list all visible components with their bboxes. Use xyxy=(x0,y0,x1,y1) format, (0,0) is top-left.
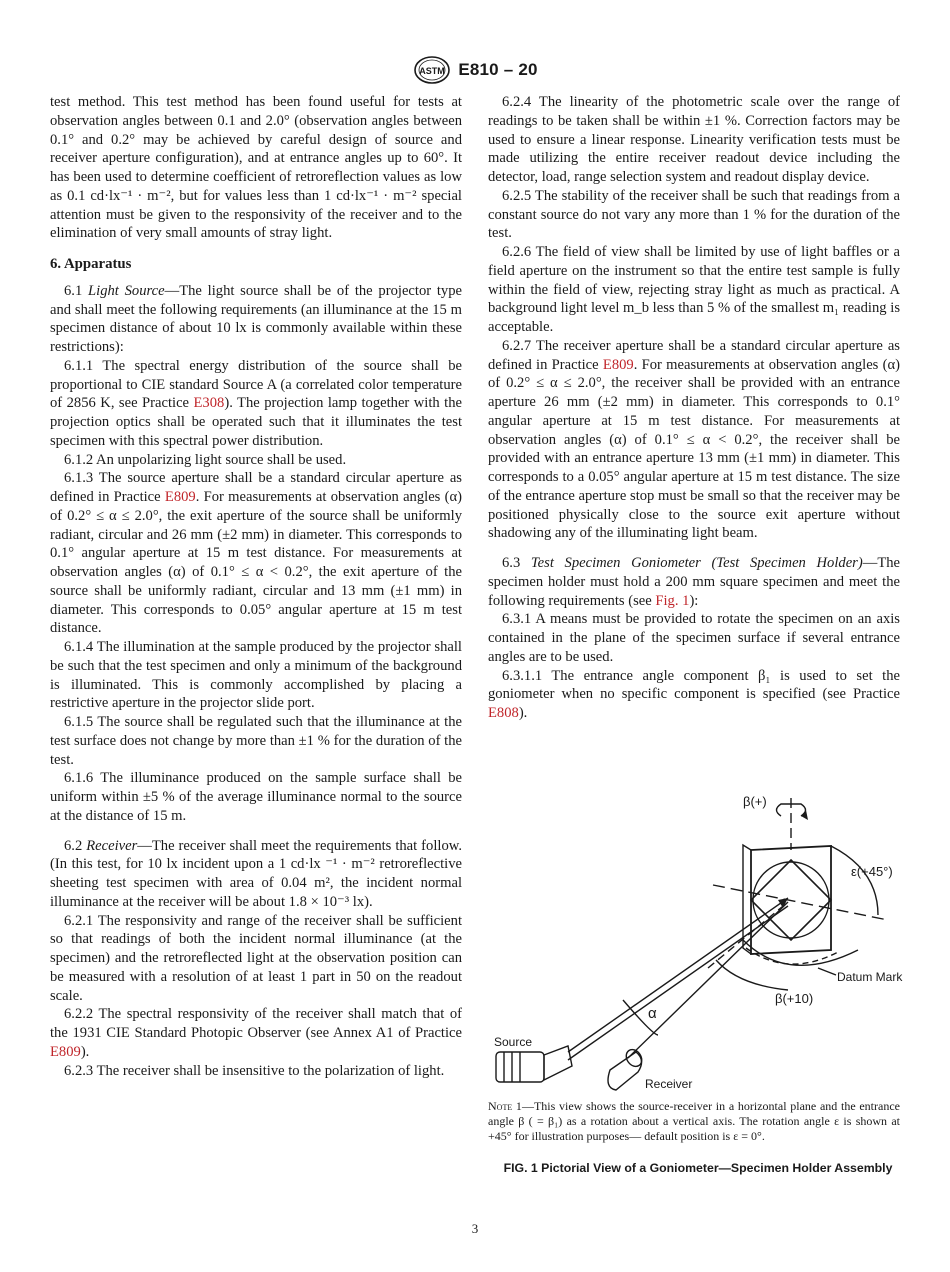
reference-link-fig-1[interactable]: Fig. 1 xyxy=(655,592,690,609)
paragraph-6-2-3: 6.2.3 The receiver shall be insensitive to the polarization of light. xyxy=(64,1062,445,1079)
paragraph-6-1-1 xyxy=(50,357,462,451)
paragraph-6-3-1-1 xyxy=(488,667,900,723)
paragraph-6-2-2 xyxy=(50,1005,462,1061)
paragraph-text: —The receiver shall meet the requirements that follow. (In this test, for 10 lx incident upon a 1 cd·lx ⁻¹ · m⁻² retroreflective sheeting test specimen with area of 0.04 m², the incident normal illuminance at the receiver will be about 1.8 × 10⁻³ lx). xyxy=(50,837,462,910)
reference-link-e809[interactable]: E809 xyxy=(602,356,634,373)
reference-link-e808[interactable]: E808 xyxy=(488,705,519,721)
left-column xyxy=(50,93,462,1080)
paragraph-6-3 xyxy=(488,554,900,610)
paragraph-number: 6.3 xyxy=(502,555,521,571)
paragraph-6-2-4: 6.2.4 The linearity of the photometric scale over the range of readings to be taken shall be within ±1 %. Correction factors may be used to ensure a linear response. Linearity verification tests must be made utilizing the entire receiver readout device including the detector, load, range selection system and readout display device. xyxy=(488,94,900,185)
epsilon-arc xyxy=(831,846,878,915)
specimen-holder-side xyxy=(743,845,751,954)
figure-label-receiver: Receiver xyxy=(645,1077,693,1091)
paragraph-6-1 xyxy=(50,282,462,357)
page-header xyxy=(0,56,950,84)
figure-label-beta-10: β(+10) xyxy=(775,991,814,1006)
paragraph-text: 6.1.1 The spectral energy distribution of the source shall be proportional to CIE standard Source A (a correlated color temperature of 2856 K, see Practice xyxy=(50,357,462,412)
paragraph-text: ). xyxy=(80,1043,90,1060)
receiver-body xyxy=(608,1052,642,1090)
paragraph-6-3-1: 6.3.1 A means must be provided to rotate the specimen on an axis contained in the plane of the specimen surface if several entrance angles are to be used. xyxy=(488,611,900,665)
right-column xyxy=(488,93,900,723)
page-number: 3 xyxy=(471,1221,479,1236)
paragraph-text: —The specimen holder must hold a 200 mm square specimen and meet the following requirements (see xyxy=(488,555,901,609)
paragraph-text: —The light source shall be of the projector type and shall meet the following requirements (an illuminance at the 15 m specimen distance of about 10 lx is commonly available within these restrictions): xyxy=(50,282,462,355)
figure-label-beta-plus: β(+) xyxy=(743,794,767,809)
paragraph-text: ). xyxy=(518,705,528,721)
figure-label-alpha: α xyxy=(648,1005,657,1022)
paragraph-title: Light Source xyxy=(88,282,165,299)
reference-link-e308[interactable]: E308 xyxy=(193,395,225,412)
source-beam-upper xyxy=(568,898,788,1052)
paragraph-text: 6.2.2 The spectral responsivity of the receiver shall match that of the 1931 CIE Standard Photopic Observer (see Annex A1 of Practice xyxy=(50,1006,462,1041)
paragraph-text: 6.1.3 The source aperture shall be a standard circular aperture as defined in Practice xyxy=(50,470,462,505)
paragraph-text: 6.2.7 The receiver aperture shall be a standard circular aperture as defined in Practice xyxy=(488,337,900,373)
reference-link-e809[interactable]: E809 xyxy=(164,489,196,505)
paragraph-6-2 xyxy=(50,837,462,912)
beta-10-arc xyxy=(716,960,788,990)
note-text: —This view shows the source-receiver in a horizontal plane and the entrance angle β ( = β₁) as a rotation about a vertical axis. The rotation angle ε is shown at +45° for illustration purposes— default position is ε = 0°. xyxy=(488,1099,900,1144)
source-lens xyxy=(544,1046,572,1080)
paragraph-text: ): xyxy=(689,592,699,609)
datum-mark-leader xyxy=(818,968,836,975)
figure-label-epsilon: ε(+45°) xyxy=(851,864,893,879)
figure-label-source: Source xyxy=(494,1035,533,1049)
paragraph-6-1-5: 6.1.5 The source shall be regulated such that the illuminance at the test surface does not change by more than ±1 % for the duration of the test. xyxy=(50,714,462,768)
note-label: Note 1 xyxy=(488,1099,522,1113)
paragraph-6-2-1: 6.2.1 The responsivity and range of the receiver shall be sufficient so that readings of both the incident normal illuminance (at the specimen) and the retroreflected light at the observation position can be measured with a resolution of at least 1 part in 50 on the readout scale. xyxy=(50,912,462,1004)
paragraph-6-1-3 xyxy=(50,469,462,638)
horizontal-axis-line xyxy=(713,885,888,920)
paragraph-6-1-4: 6.1.4 The illumination at the sample produced by the projector shall be such that the test specimen and only a minimum of the background is illuminated. This is commonly accomplished by placing a restrictive aperture in the projector slide port. xyxy=(50,639,462,712)
paragraph-6-2-6: 6.2.6 The field of view shall be limited by use of light baffles or a field aperture on the instrument so that the entire test sample is fully within the field of view, rejecting stray light as much as practical. A background light level m_b less than 5 % of the smallest m₁ reading is acceptable. xyxy=(488,244,900,335)
figure-caption: FIG. 1 Pictorial View of a Goniometer—Specimen Holder Assembly xyxy=(503,1161,893,1175)
paragraph-text: . For measurements at observation angles (α) of 0.2° ≤ α ≤ 2.0°, the receiver shall be provided with an entrance aperture 26 mm (±2 mm) in diameter. This corresponds to 0.1° angular aperture at 15 m test distance. For measurements at observation angles (α) of 0.1° ≤ α < 0.2°, the receiver shall be provided with an entrance aperture 13 mm (±1 mm) in diameter. This corresponds to a 0.05° angular aperture at 15 m test distance. The size of the entrance aperture stop must be small so that the receiver may be positioned physically close to the source exit aperture without shadowing any of the illuminating light beam. xyxy=(488,356,900,542)
paragraph-number: 6.1 xyxy=(64,282,83,299)
section-heading-apparatus: 6. Apparatus xyxy=(50,256,132,272)
paragraph-6-2-7 xyxy=(488,337,900,543)
receiver-beam xyxy=(628,902,788,1058)
document-designation: E810 – 20 xyxy=(458,60,538,79)
svg-text:ASTM: ASTM xyxy=(419,66,446,76)
figure-label-datum-mark: Datum Mark xyxy=(837,970,903,984)
paragraph-number: 6.2 xyxy=(64,837,83,854)
paragraph-6-1-6: 6.1.6 The illuminance produced on the sample surface shall be uniform within ±5 % of the average illuminance normal to the source at the distance of 15 m. xyxy=(50,770,462,824)
paragraph-title: Test Specimen Goniometer (Test Specimen Holder) xyxy=(530,555,863,571)
astm-logo-icon xyxy=(412,55,452,85)
paragraph-text: ). The projection lamp together with the projection optics shall be operated such that it illuminates the test specimen with this spectral power distribution. xyxy=(50,395,463,449)
paragraph-6-1-2: 6.1.2 An unpolarizing light source shall be used. xyxy=(64,451,347,468)
paragraph-text: 6.3.1.1 The entrance angle component β₁ is used to set the goniometer when no specific component is specified (see Practice xyxy=(488,667,900,703)
figure-note xyxy=(488,1099,900,1145)
paragraph-text: . For measurements at observation angles (α) of 0.2° ≤ α ≤ 2.0°, the exit aperture of the source shall be uniformly radiant, circular and 26 mm (±2 mm) in diameter. This corresponds to 0.1° angular aperture at 15 m test distance. For measurements at observation angles (α) of 0.1° ≤ α < 0.2°, the exit aperture of the source shall be uniformly radiant, circular and 13 mm (±1 mm) in diameter. This corresponds to 0.05° angular aperture at 15 m test distance. xyxy=(50,489,462,637)
paragraph-title: Receiver xyxy=(86,837,138,854)
paragraph-6-2-5: 6.2.5 The stability of the receiver shall be such that readings from a constant source do not vary any more than 1 % for the duration of the test. xyxy=(488,187,900,242)
goniometer-figure xyxy=(488,790,908,1100)
reference-link-e809[interactable]: E809 xyxy=(50,1043,81,1060)
intro-paragraph: test method. This test method has been found useful for tests at observation angles between 0.1 and 2.0° (observation angles between 0.1° and 0.2° may be achieved by careful design of source and receiver aperture configuration), and at entrance angles up to 60°. It has been used to determine coefficient of retroreflection values as low as 0.1 cd·lx⁻¹ · m⁻², but for values less than 1 cd·lx⁻¹ · m⁻² special attention must be given to the responsivity of the receiver and to the elimination of very small amounts of stray light. xyxy=(50,94,462,242)
